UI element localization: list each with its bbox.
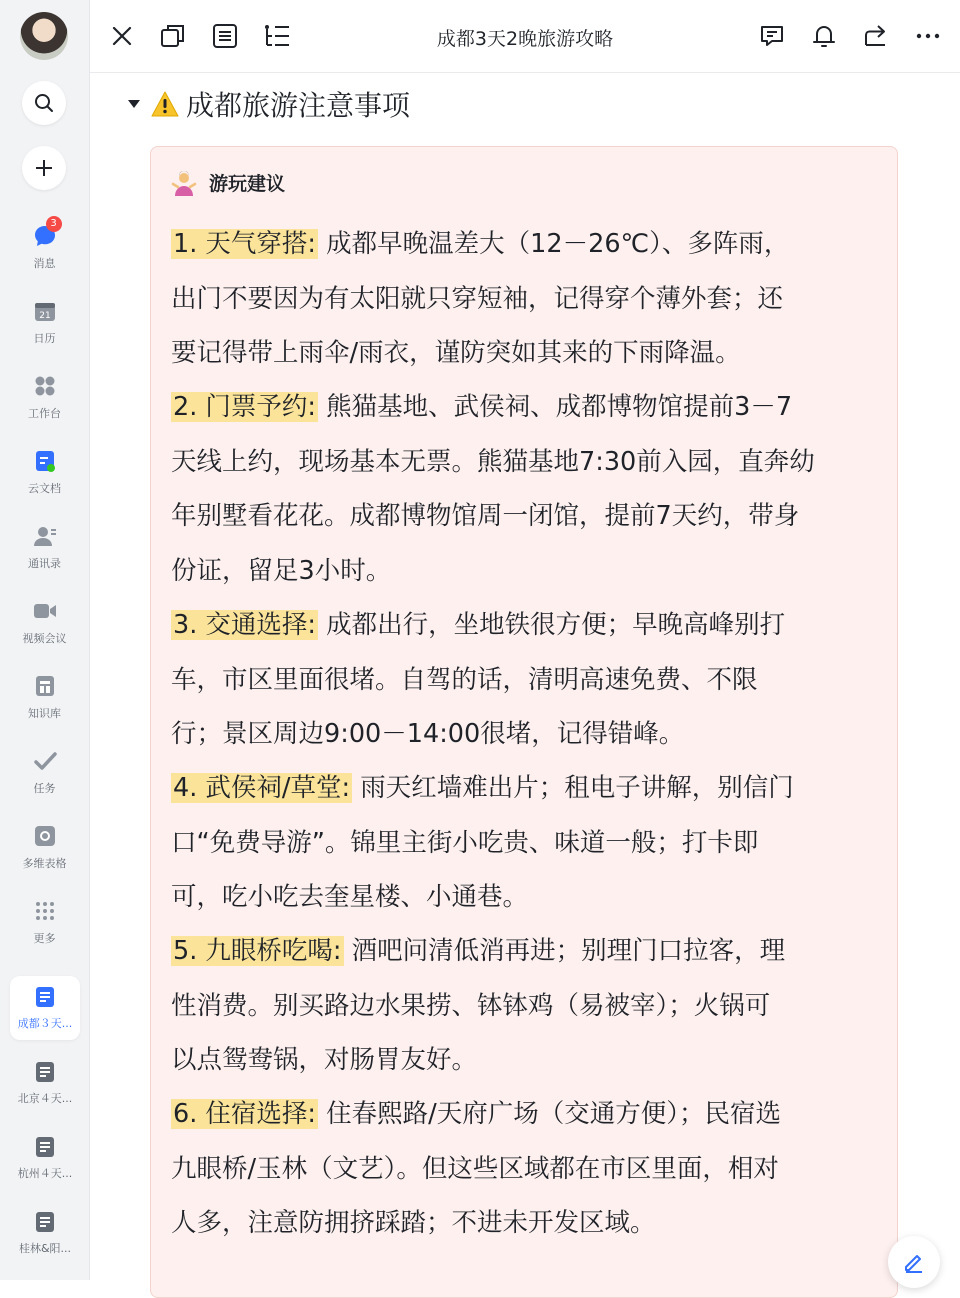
- recent-doc-label: 北京４天...: [17, 1092, 73, 1105]
- comment-button[interactable]: [758, 22, 786, 50]
- search-button[interactable]: [22, 81, 66, 125]
- tip-lodging: [171, 1087, 885, 1251]
- sidebar-item-label: 通讯录: [28, 557, 61, 570]
- doc-file-icon: [35, 986, 55, 1008]
- edit-pencil-icon: [902, 1250, 926, 1274]
- recent-doc-label: 杭州４天...: [17, 1167, 73, 1180]
- recent-doc-label: 成都３天...: [17, 1017, 73, 1030]
- tip-weather: [171, 217, 885, 381]
- sidebar-item-tasks[interactable]: [0, 743, 89, 807]
- bell-icon: [811, 23, 837, 49]
- tip-line: 天线上约，现场基本无票。熊猫基地7:30前入园，直奔幼: [171, 446, 815, 477]
- share-button[interactable]: [862, 22, 890, 50]
- create-button[interactable]: [22, 146, 66, 190]
- sidebar-item-knowledge-base[interactable]: [0, 668, 89, 732]
- doc-file-icon: [35, 1136, 55, 1158]
- sidebar-item-more[interactable]: [0, 893, 89, 957]
- tip-label: 1. 天气穿搭:: [173, 229, 317, 259]
- comment-icon: [759, 23, 785, 49]
- contacts-icon: [33, 524, 57, 548]
- tip-line: 出门不要因为有太阳就只穿短袖，记得穿个薄外套；还: [171, 283, 784, 314]
- sidebar: [0, 0, 90, 1280]
- more-button[interactable]: [914, 22, 942, 50]
- warning-icon: [150, 90, 180, 118]
- plus-icon: [33, 157, 55, 179]
- tip-label: 6. 住宿选择:: [173, 1099, 317, 1129]
- more-dots-grid-icon: [34, 900, 56, 922]
- tip-label: 2. 门票予约:: [173, 392, 317, 422]
- notification-button[interactable]: [810, 22, 838, 50]
- tip-line: 行；景区周边9:00－14:00很堵，记得错峰。: [171, 719, 685, 749]
- tip-label: 5. 九眼桥吃喝:: [173, 936, 342, 966]
- section-heading[interactable]: [128, 84, 410, 124]
- svg-text:21: 21: [38, 311, 51, 321]
- callout-title-text: 游玩建议: [209, 173, 286, 195]
- tip-line: 成都出行，坐地铁很方便；早晚高峰别打: [326, 610, 786, 640]
- grid-apps-icon: [33, 374, 57, 398]
- callout-block: [150, 146, 898, 1298]
- doc-file-icon: [35, 1061, 55, 1083]
- tip-line: 性消费。别买路边水果捞、钵钵鸡（易被宰）；火锅可: [171, 990, 771, 1021]
- tip-wuhou: [171, 761, 885, 925]
- recent-doc-guilin[interactable]: [10, 1201, 80, 1265]
- tip-line: 雨天红墙难出片；租电子讲解，别信门: [360, 773, 794, 803]
- sidebar-item-label: 视频会议: [22, 632, 67, 645]
- sidebar-item-label: 更多: [33, 932, 56, 945]
- sidebar-item-label: 知识库: [28, 707, 61, 720]
- knowledge-base-icon: [33, 674, 57, 698]
- recent-doc-beijing[interactable]: [10, 1051, 80, 1115]
- edit-button[interactable]: [888, 1236, 940, 1288]
- sidebar-item-workplace[interactable]: [0, 368, 89, 432]
- tip-line: 份证，留足3小时。: [171, 555, 392, 586]
- heading-text: 成都旅游注意事项: [186, 89, 411, 122]
- sidebar-item-messages[interactable]: [0, 218, 89, 282]
- tip-label: 3. 交通选择:: [173, 610, 317, 640]
- sidebar-item-bitable[interactable]: [0, 818, 89, 882]
- tip-line: 成都早晚温差大（12－26℃）、多阵雨，: [326, 229, 790, 259]
- tip-line: 住春熙路/天府广场（交通方便）；民宿选: [326, 1099, 781, 1129]
- sidebar-item-label: 工作台: [28, 407, 61, 420]
- recent-doc-label: 桂林&阳...: [18, 1242, 72, 1255]
- sidebar-item-label: 消息: [33, 257, 56, 270]
- sidebar-item-contacts[interactable]: [0, 518, 89, 582]
- unread-badge: 3: [46, 216, 62, 232]
- sidebar-item-label: 任务: [33, 782, 56, 795]
- person-shrugging-icon: [171, 170, 197, 196]
- tip-line: 九眼桥/玉林（文艺）。但这些区域都在市区里面，相对: [171, 1153, 779, 1184]
- recent-doc-chengdu[interactable]: [10, 976, 80, 1040]
- tip-line: 可，吃小吃去奎星楼、小通巷。: [171, 882, 529, 912]
- document-toolbar: [90, 0, 960, 73]
- callout-title: [171, 169, 285, 196]
- recent-doc-hangzhou[interactable]: [10, 1126, 80, 1190]
- cloud-doc-icon: [33, 449, 57, 473]
- tip-label: 4. 武侯祠/草堂:: [173, 773, 351, 803]
- sidebar-item-docs[interactable]: [0, 443, 89, 507]
- tip-line: 车，市区里面很堵。自驾的话，清明高速免费、不限: [171, 664, 758, 695]
- tip-jiuyanqiao: [171, 924, 885, 1088]
- share-icon: [863, 23, 889, 49]
- sidebar-item-label: 多维表格: [22, 857, 67, 870]
- sidebar-item-label: 云文档: [28, 482, 61, 495]
- user-avatar[interactable]: [20, 12, 68, 60]
- tip-line: 人多，注意防拥挤踩踏；不进未开发区域。: [171, 1208, 656, 1238]
- tip-transport: [171, 598, 885, 762]
- sidebar-item-calendar[interactable]: [0, 293, 89, 357]
- calendar-icon: [33, 299, 57, 323]
- doc-file-icon: [35, 1211, 55, 1233]
- video-camera-icon: [33, 599, 57, 623]
- tip-line: 年别墅看花花。成都博物馆周一闭馆，提前7天约，带身: [171, 501, 800, 531]
- tip-line: 熊猫基地、武侯祠、成都博物馆提前3－7: [326, 392, 793, 422]
- bitable-icon: [33, 824, 57, 848]
- sidebar-item-label: 日历: [33, 332, 56, 345]
- tip-line: 酒吧问清低消再进；别理门口拉客，理: [351, 936, 786, 966]
- task-check-icon: [33, 749, 57, 773]
- collapse-caret-icon[interactable]: [128, 100, 140, 108]
- tip-line: 以点鸳鸯锅，对肠胃友好。: [171, 1045, 478, 1075]
- more-icon: [915, 23, 941, 49]
- tip-tickets: [171, 380, 885, 598]
- tip-line: 要记得带上雨伞/雨衣，谨防突如其来的下雨降温。: [171, 338, 741, 368]
- sidebar-item-video-meeting[interactable]: [0, 593, 89, 657]
- tip-line: 口“免费导游”。锦里主街小吃贵、味道一般；打卡即: [171, 827, 759, 858]
- document-title: 成都3天2晚旅游攻略: [436, 28, 614, 50]
- search-icon: [33, 92, 55, 114]
